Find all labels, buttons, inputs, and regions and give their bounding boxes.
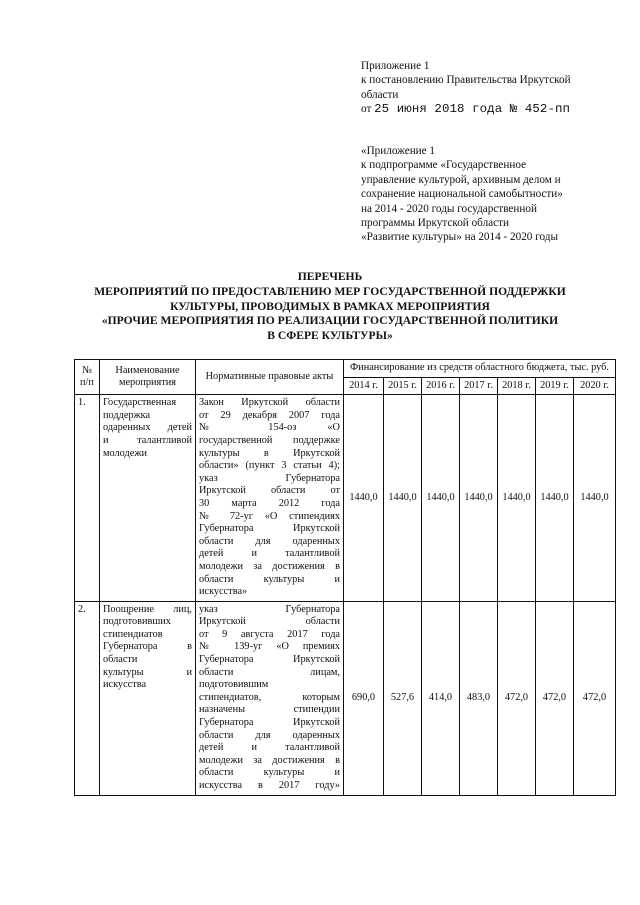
legal-acts-line: культуры в Иркутской (199, 447, 340, 459)
appendix-2-line: к подпрограмме «Государственное (361, 159, 527, 172)
table-header-row (75, 360, 616, 378)
funding-value: 1440,0 (574, 395, 616, 602)
header-name: Наименование мероприятия (100, 360, 196, 395)
legal-acts-line: № 72-уг «О стипендиях (199, 510, 340, 522)
funding-value: 472,0 (498, 601, 536, 795)
funding-value: 472,0 (574, 601, 616, 795)
legal-acts-line: молодежи за достижения в (199, 754, 340, 766)
header-year: 2018 г. (498, 377, 536, 395)
legal-acts-line: Закон Иркутской области (199, 397, 340, 409)
legal-acts-line: Губернатора Иркутской (199, 717, 340, 729)
legal-acts-line: области для одаренных (199, 729, 340, 741)
measure-name (100, 395, 196, 602)
resolution-date-stamp: 25 июня 2018 года № 452-пп (374, 102, 571, 117)
funding-value: 1440,0 (384, 395, 422, 602)
appendix-2-line: на 2014 - 2020 годы государственной (361, 202, 537, 215)
legal-acts-line: Губернатора Иркутской (199, 523, 340, 535)
funding-value: 690,0 (344, 601, 384, 795)
title-line: «ПРОЧИЕ МЕРОПРИЯТИЯ ПО РЕАЛИЗАЦИИ ГОСУДАРСТВЕННОЙ ПОЛИТИКИ (101, 314, 559, 328)
legal-acts-line: искусства в 2017 году» (199, 780, 340, 791)
document-title (60, 270, 600, 344)
legal-acts-line: от 29 декабря 2007 года (199, 409, 340, 421)
measure-name-line: стипендиатов (103, 628, 163, 640)
legal-acts-line: детей и талантливой (199, 548, 340, 560)
appendix-2-line: «Приложение 1 (361, 145, 436, 157)
measure-name (100, 601, 196, 795)
legal-acts-line: Иркутской области (199, 616, 340, 628)
measure-name-line: области (103, 654, 138, 666)
title-line: КУЛЬТУРЫ, ПРОВОДИМЫХ В РАМКАХ МЕРОПРИЯТИЯ (170, 299, 490, 313)
table-body (75, 395, 616, 795)
legal-acts-line: области для одаренных (199, 535, 340, 547)
legal-acts-line: области» (пункт 3 статьи 4); (199, 460, 340, 472)
funding-value: 414,0 (422, 601, 460, 795)
header-year: 2015 г. (384, 377, 422, 395)
legal-acts-line: стипендиатов, которым (199, 691, 340, 703)
legal-acts-line: детей и талантливой (199, 742, 340, 754)
row-number: 2. (75, 601, 100, 795)
table-row (75, 601, 616, 795)
legal-acts-line: Иркутской области от (199, 485, 340, 497)
date-prefix: от (361, 103, 372, 116)
legal-acts-line: государственной поддержке (199, 434, 340, 446)
measure-name-line: молодежи (103, 447, 147, 459)
header-year: 2019 г. (536, 377, 574, 395)
header-year: 2020 г. (574, 377, 616, 395)
header-year: 2014 г. (344, 377, 384, 395)
header-num: № п/п (75, 360, 100, 395)
funding-value: 1440,0 (536, 395, 574, 602)
measure-name-line: подготовивших (103, 616, 171, 628)
legal-acts-line: 30 марта 2012 года (199, 497, 340, 509)
appendix-2-line: «Развитие культуры» на 2014 - 2020 годы (361, 231, 558, 244)
measure-name-line: Губернатора в (103, 641, 192, 653)
table-row (75, 395, 616, 602)
appendix-2-line: сохранение национальной самобытности» (361, 188, 563, 201)
measure-name-line: одаренных детей (103, 422, 192, 434)
legal-acts-line: области лицам, (199, 666, 340, 678)
funding-value: 1440,0 (460, 395, 498, 602)
legal-acts-line: подготовившим (199, 679, 269, 691)
legal-acts-line: № 139-уг «О премиях (199, 641, 340, 653)
legal-acts (196, 395, 344, 602)
legal-acts (196, 601, 344, 795)
legal-acts-line: области культуры и (199, 573, 340, 585)
funding-value: 527,6 (384, 601, 422, 795)
legal-acts-line: молодежи за достижения в (199, 560, 340, 572)
measure-name-line: поддержка (103, 409, 151, 421)
legal-acts-line: области культуры и (199, 767, 340, 779)
appendix-2-line: управление культурой, архивным делом и (361, 173, 561, 186)
measure-name-line: Государственная (103, 397, 177, 409)
appendix-1-block (361, 59, 571, 117)
measures-table (74, 359, 616, 796)
legal-acts-line: указ Губернатора (199, 603, 340, 615)
appendix-2-line: программы Иркутской области (361, 217, 509, 230)
measure-name-line: Поощрение лиц, (103, 603, 192, 615)
title-line: В СФЕРЕ КУЛЬТУРЫ» (267, 329, 393, 343)
funding-value: 472,0 (536, 601, 574, 795)
appendix-1-line: Приложение 1 (361, 60, 430, 72)
legal-acts-line: искусства» (199, 586, 248, 598)
measure-name-line: культуры и (103, 666, 192, 678)
title-line: ПЕРЕЧЕНЬ (297, 270, 363, 283)
funding-value: 1440,0 (344, 395, 384, 602)
legal-acts-line: № 154-оз «О (199, 422, 340, 434)
appendix-1-line: области (361, 88, 399, 101)
measure-name-line: и талантливой (103, 434, 192, 446)
appendix-2-block (361, 144, 563, 245)
measure-name-line: искусства (103, 679, 147, 691)
appendix-1-date-line (361, 102, 571, 116)
header-year: 2016 г. (422, 377, 460, 395)
legal-acts-line: Губернатора Иркутской (199, 654, 340, 666)
legal-acts-line: назначены стипендии (199, 704, 340, 716)
title-line: МЕРОПРИЯТИЙ ПО ПРЕДОСТАВЛЕНИЮ МЕР ГОСУДАРСТВЕННОЙ ПОДДЕРЖКИ (94, 284, 566, 298)
funding-value: 483,0 (460, 601, 498, 795)
funding-value: 1440,0 (498, 395, 536, 602)
legal-acts-line: от 9 августа 2017 года (199, 628, 340, 640)
header-acts: Нормативные правовые акты (196, 360, 344, 395)
header-year: 2017 г. (460, 377, 498, 395)
funding-value: 1440,0 (422, 395, 460, 602)
appendix-1-line: к постановлению Правительства Иркутской (361, 74, 571, 87)
legal-acts-line: указ Губернатора (199, 472, 340, 484)
row-number: 1. (75, 395, 100, 602)
header-funding: Финансирование из средств областного бюджета, тыс. руб. (344, 360, 616, 378)
